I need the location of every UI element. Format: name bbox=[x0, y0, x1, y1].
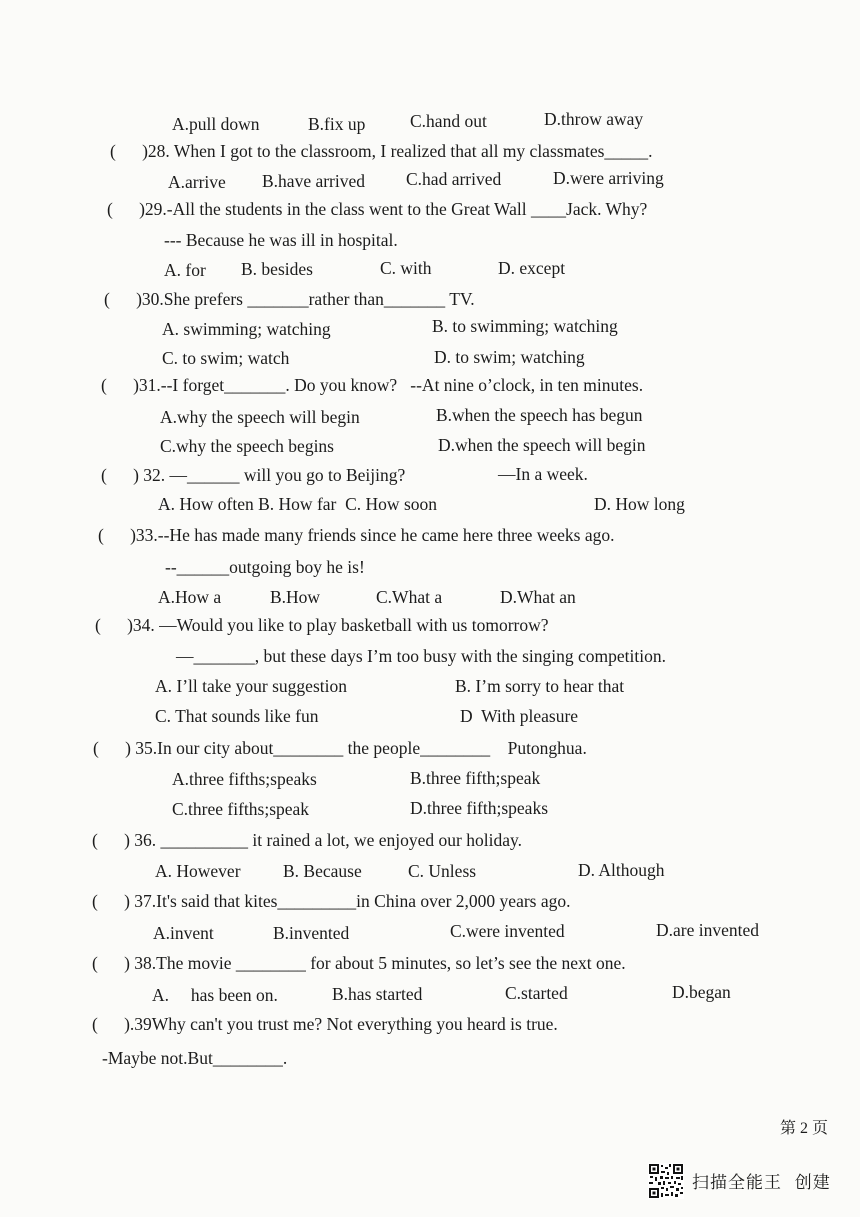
q27-option-c: C.hand out bbox=[410, 111, 487, 131]
q32-reply: —In a week. bbox=[498, 464, 588, 484]
q29-option-c: C. with bbox=[380, 258, 432, 278]
question-38: ( ) 38.The movie ________ for about 5 minutes, so let’s see the next one. bbox=[92, 953, 626, 973]
q39-reply: -Maybe not.But________. bbox=[102, 1048, 288, 1068]
question-35: ( ) 35.In our city about________ the people________ Putonghua. bbox=[93, 738, 587, 758]
q33-option-b: B.How bbox=[270, 587, 321, 607]
question-28: ( )28. When I got to the classroom, I realized that all my classmates_____. bbox=[110, 141, 653, 161]
q37-option-b: B.invented bbox=[273, 923, 350, 943]
q31-option-b: B.when the speech has begun bbox=[436, 405, 643, 425]
q33-reply: --______outgoing boy he is! bbox=[165, 557, 365, 577]
question-39: ( ).39Why can't you trust me? Not everything you heard is true. bbox=[92, 1014, 558, 1034]
q33-option-c: C.What a bbox=[376, 587, 443, 607]
question-29: ( )29.-All the students in the class went to the Great Wall ____Jack. Why? bbox=[107, 199, 648, 219]
q36-option-b: B. Because bbox=[283, 861, 362, 881]
q30-option-b: B. to swimming; watching bbox=[432, 316, 618, 336]
q28-option-c: C.had arrived bbox=[406, 169, 502, 189]
q35-option-c: C.three fifths;speak bbox=[172, 799, 310, 819]
question-32: ( ) 32. —______ will you go to Beijing? bbox=[101, 465, 406, 485]
q35-option-d: D.three fifth;speaks bbox=[410, 798, 549, 818]
q37-option-c: C.were invented bbox=[450, 921, 565, 941]
q31-option-d: D.when the speech will begin bbox=[438, 435, 646, 455]
question-33: ( )33.--He has made many friends since he came here three weeks ago. bbox=[98, 525, 615, 545]
q37-option-d: D.are invented bbox=[656, 920, 760, 940]
question-31: ( )31.--I forget_______. Do you know? --At nine o’clock, in ten minutes. bbox=[101, 375, 644, 395]
q34-reply: —_______, but these days I’m too busy with the singing competition. bbox=[176, 646, 666, 666]
q32-options-abc: A. How often B. How far C. How soon bbox=[158, 494, 438, 514]
q32-option-d: D. How long bbox=[594, 494, 685, 514]
page-number: 第 2 页 bbox=[780, 1120, 829, 1137]
q31-option-c: C.why the speech begins bbox=[160, 436, 334, 456]
q29-option-d: D. except bbox=[498, 258, 566, 278]
qr-code-icon bbox=[648, 1163, 684, 1199]
question-37: ( ) 37.It's said that kites_________in China over 2,000 years ago. bbox=[92, 891, 571, 911]
q35-option-a: A.three fifths;speaks bbox=[172, 769, 317, 789]
q37-option-a: A.invent bbox=[153, 923, 214, 943]
q38-option-c: C.started bbox=[505, 983, 568, 1003]
q35-option-b: B.three fifth;speak bbox=[410, 768, 541, 788]
q29-reply: --- Because he was ill in hospital. bbox=[164, 230, 398, 250]
q28-option-a: A.arrive bbox=[168, 172, 226, 192]
q34-option-b: B. I’m sorry to hear that bbox=[455, 676, 625, 696]
question-30: ( )30.She prefers _______rather than_______ TV. bbox=[104, 289, 475, 309]
q36-option-a: A. However bbox=[155, 861, 241, 881]
q27-option-a: A.pull down bbox=[172, 114, 260, 134]
q36-option-c: C. Unless bbox=[408, 861, 477, 881]
q38-option-a: A. has been on. bbox=[152, 985, 278, 1005]
q33-option-d: D.What an bbox=[500, 587, 576, 607]
q36-option-d: D. Although bbox=[578, 860, 665, 880]
q31-option-a: A.why the speech will begin bbox=[160, 407, 360, 427]
question-34: ( )34. —Would you like to play basketball with us tomorrow? bbox=[95, 615, 549, 635]
scanner-watermark: 扫描全能王 创建 bbox=[692, 1173, 831, 1193]
q29-option-a: A. for bbox=[164, 260, 206, 280]
q27-option-d: D.throw away bbox=[544, 109, 644, 129]
q34-option-a: A. I’ll take your suggestion bbox=[155, 676, 347, 696]
q28-option-b: B.have arrived bbox=[262, 171, 366, 191]
q33-option-a: A.How a bbox=[158, 587, 222, 607]
q34-option-c: C. That sounds like fun bbox=[155, 706, 319, 726]
q29-option-b: B. besides bbox=[241, 259, 313, 279]
q28-option-d: D.were arriving bbox=[553, 168, 664, 188]
question-36: ( ) 36. __________ it rained a lot, we enjoyed our holiday. bbox=[92, 830, 522, 850]
q30-option-d: D. to swim; watching bbox=[434, 347, 585, 367]
q34-option-d: D With pleasure bbox=[460, 706, 579, 726]
q27-option-b: B.fix up bbox=[308, 114, 366, 134]
q38-option-d: D.began bbox=[672, 982, 731, 1002]
q38-option-b: B.has started bbox=[332, 984, 423, 1004]
q30-option-c: C. to swim; watch bbox=[162, 348, 290, 368]
q30-option-a: A. swimming; watching bbox=[162, 319, 331, 339]
